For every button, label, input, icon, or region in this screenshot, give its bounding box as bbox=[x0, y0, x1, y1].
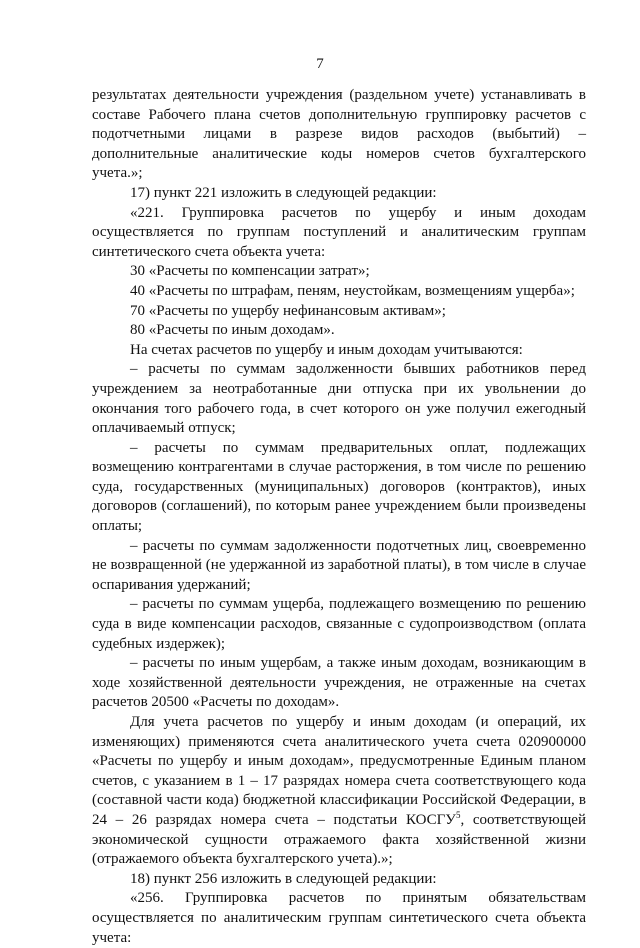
list-item: – расчеты по иным ущербам, а также иным доходам, возникающим в ходе хозяйственной деятельности учреждения, не отраженные на счетах расчетов 20500 «Расчеты по доходам». bbox=[92, 655, 586, 711]
paragraph bbox=[92, 713, 586, 870]
list-item: 80 «Расчеты по иным доходам». bbox=[130, 322, 335, 339]
document-body bbox=[92, 86, 586, 948]
paragraph: На счетах расчетов по ущербу и иным доходам учитываются: bbox=[130, 341, 523, 358]
list-item: – расчеты по суммам ущерба, подлежащего возмещению по решению суда в виде компенсации расходов, связанные с судопроизводством (оплата судебных издержек); bbox=[92, 596, 586, 652]
paragraph-text: , соответствующей экономической сущности отражаемого факта хозяйственной жизни (отражаемого объекта бухгалтерского учета).»; bbox=[92, 811, 586, 868]
paragraph: результатах деятельности учреждения (раздельном учете) устанавливать в составе Рабочего плана счетов дополнительную группировку расчетов с подотчетными лицами в разрезе видов расходов (выбытий) – дополнительные аналитические коды номеров счетов бухгалтерского учета.»; bbox=[92, 87, 586, 182]
paragraph: 18) пункт 256 изложить в следующей редакции: bbox=[130, 870, 437, 887]
paragraph: «256. Группировка расчетов по принятым обязательствам осуществляется по аналитическим группам синтетического счета объекта учета: bbox=[92, 890, 586, 946]
list-item: 70 «Расчеты по ущербу нефинансовым активам»; bbox=[130, 302, 446, 319]
list-item: 40 «Расчеты по штрафам, пеням, неустойкам, возмещениям ущерба»; bbox=[130, 282, 575, 299]
page-number: 7 bbox=[316, 56, 324, 72]
paragraph: 17) пункт 221 изложить в следующей редакции: bbox=[130, 184, 437, 201]
list-item: – расчеты по суммам предварительных оплат, подлежащих возмещению контрагентами в случае расторжения, в том числе по решению суда, государственных (муниципальных) договоров (контрактов), иных договоров (соглашений), по которым ранее учреждением были произведены оплаты; bbox=[92, 439, 586, 535]
list-item: – расчеты по суммам задолженности подотчетных лиц, своевременно не возвращенной (не удержанной из заработной платы), в том числе в случае оспаривания удержаний; bbox=[92, 537, 586, 593]
paragraph: «221. Группировка расчетов по ущербу и иным доходам осуществляется по группам поступлений и аналитическим группам синтетического счета объекта учета: bbox=[92, 204, 586, 260]
list-item: 30 «Расчеты по компенсации затрат»; bbox=[130, 263, 370, 280]
list-item: – расчеты по суммам задолженности бывших работников перед учреждением за неотработанные дни отпуска при их увольнении до окончания того рабочего года, в счет которого он уже получил ежегодный оплачиваемый отпуск; bbox=[92, 361, 586, 437]
paragraph-text: Для учета расчетов по ущербу и иным доходам (и операций, их изменяющих) применяются счета аналитического учета счета 020900000 «Расчеты по ущербу и иным доходам», предусмотренные Единым планом счетов, с указанием в 1 – 17 разрядах номера счета соответствующего кода (составной части кода) бюджетной классификации Российской Федерации, в 24 – 26 разрядах номера счета – подстатьи КОСГУ bbox=[92, 714, 586, 828]
footnote-mark[interactable]: 5 bbox=[455, 809, 461, 820]
